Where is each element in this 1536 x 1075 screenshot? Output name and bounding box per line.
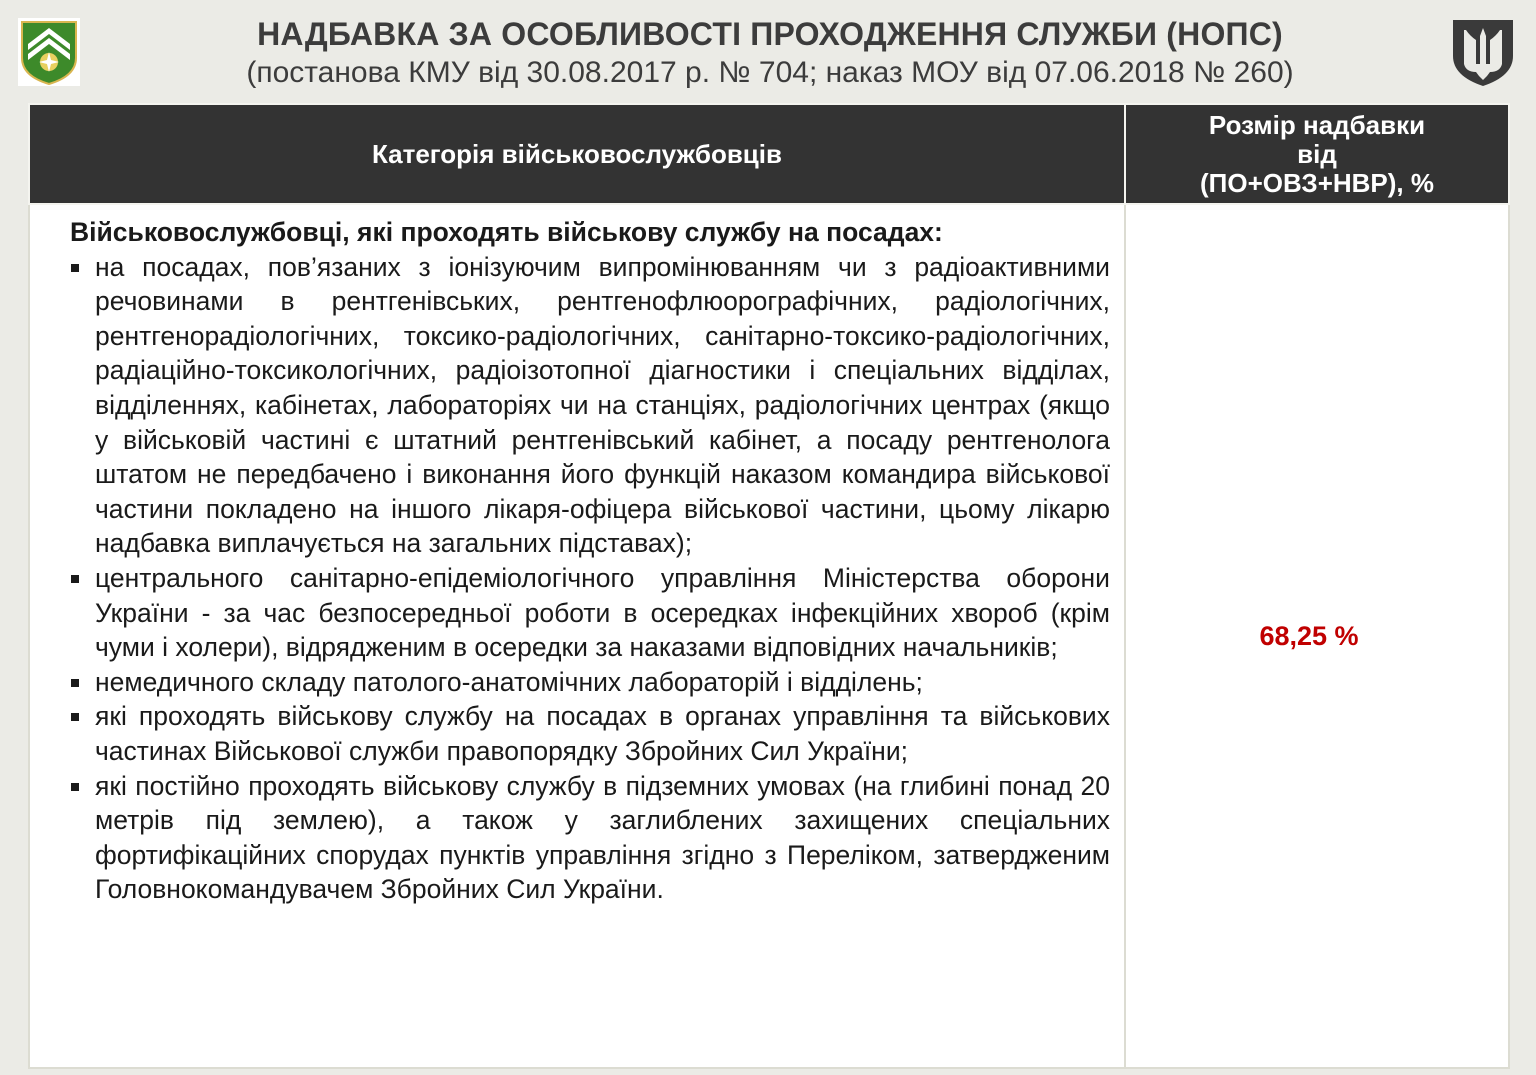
page-title: НАДБАВКА ЗА ОСОБЛИВОСТІ ПРОХОДЖЕННЯ СЛУЖБИ (НОПС) [257, 16, 1283, 52]
category-heading: Військовослужбовці, які проходять військову службу на посадах: [70, 217, 943, 247]
list-item: які постійно проходять військову службу в підземних умовах (на глибині понад 20 метрів під землею), а також у заглиблених захищених спеціальних фортифікаційних спорудах пунктів управління згідно з Переліком, затвердженим Головнокомандувачем Збройних Сил України. [70, 769, 1110, 907]
rate-cell [1125, 204, 1509, 1068]
table-row [29, 204, 1509, 1068]
page-subtitle: (постанова КМУ від 30.08.2017 р. № 704; наказ МОУ від 07.06.2018 № 260) [246, 56, 1294, 89]
table-header-row [29, 104, 1509, 204]
list-item: які проходять військову службу на посадах в органах управління та військових частинах Військової служби правопорядку Збройних Сил України; [70, 699, 1110, 768]
medical-forces-emblem-icon [18, 18, 80, 86]
category-list [70, 250, 1110, 907]
category-cell [29, 204, 1125, 1068]
column-header-category: Категорія військовослужбовців [29, 104, 1125, 204]
list-item: центрального санітарно-епідеміологічного управління Міністерства оборони України - за час безпосередньої роботи в осередках інфекційних хвороб (крім чуми і холери), відрядженим в осередки за наказами відповідних начальників; [70, 561, 1110, 665]
bullet-icon [71, 679, 79, 687]
bullet-icon [71, 264, 79, 272]
list-item: на посадах, пов’язаних з іонізуючим випромінюванням чи з радіоактивними речовинами в рентгенівських, рентгенофлюорографічних, радіологічних, рентгенорадіологічних, токсико-радіологічних, санітарно-токсико-радіологічних, радіаційно-токсикологічних, радіоізотопної діагностики і спеціальних відділах, відділеннях, кабінетах, лабораторіях чи на станціях, радіологічних центрах (якщо у військовій частині є штатний рентгенівський кабінет, а посаду рентгенолога штатом не передбачено і виконання його функцій наказом командира військової частини покладено на іншого лікаря-офіцера військової частини, цьому лікарю надбавка виплачується на загальних підставах); [70, 250, 1110, 561]
column-header-rate [1125, 104, 1509, 204]
allowance-table [28, 103, 1510, 1069]
column-header-rate-line1: Розмір надбавки [1208, 109, 1426, 140]
bullet-icon [71, 783, 79, 791]
slide-header [0, 0, 1536, 100]
bullet-icon [71, 575, 79, 583]
bullet-icon [71, 713, 79, 721]
column-header-rate-line3: (ПО+ОВЗ+НВР), % [1200, 167, 1434, 198]
column-header-rate-line2: від [1297, 138, 1337, 169]
trident-shield-icon [1450, 16, 1516, 88]
rate-value: 68,25 % [1259, 620, 1359, 651]
list-item: немедичного складу патолого-анатомічних лабораторій і відділень; [70, 665, 1110, 700]
